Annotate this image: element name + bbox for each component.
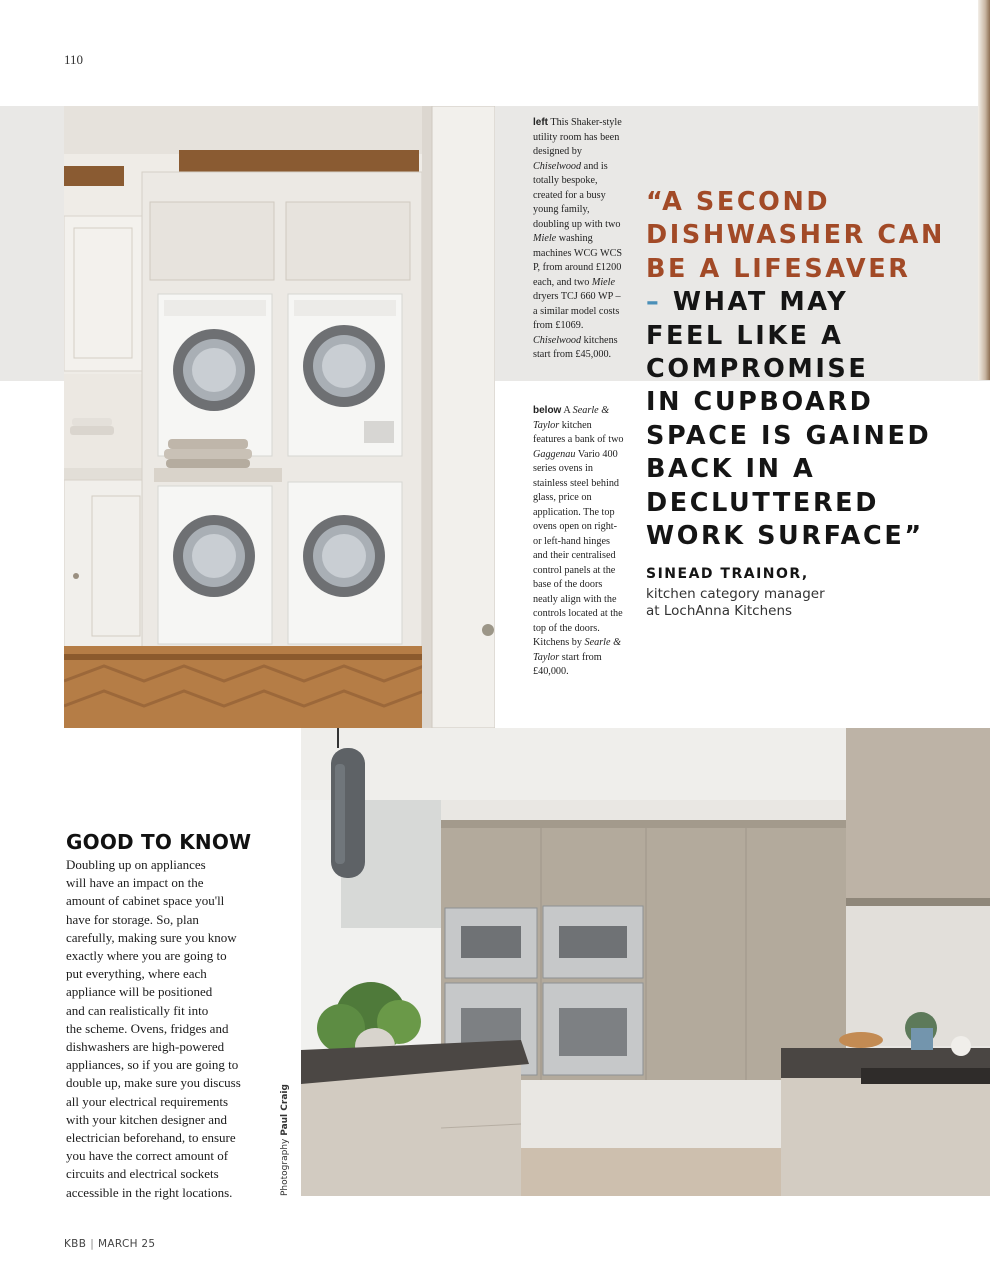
gtk-line: appliances, so if you are going to <box>66 1057 239 1073</box>
good-to-know-heading: GOOD TO KNOW <box>66 830 252 854</box>
photo-credit-label: Photography <box>280 1135 290 1196</box>
quote-line: BACK IN A <box>646 454 816 485</box>
page-edge <box>978 0 990 380</box>
gtk-line: Doubling up on appliances <box>66 857 206 872</box>
gtk-line: all your electrical requirements <box>66 1093 229 1109</box>
gtk-line: amount of cabinet space you'll <box>66 893 225 909</box>
quote-line: SPACE IS GAINED <box>646 420 932 451</box>
quote-line: DECLUTTERED <box>646 487 879 518</box>
gtk-line: you have the correct amount of <box>66 1148 229 1164</box>
quote-role-line: kitchen category manager <box>646 586 825 602</box>
gtk-line: exactly where you are going to <box>66 948 227 964</box>
gtk-line: circuits and electrical sockets <box>66 1166 219 1182</box>
quote-line: IN CUPBOARD <box>646 387 874 418</box>
quote-accent-line: BE A LIFESAVER <box>646 253 911 284</box>
caption-below <box>533 404 625 680</box>
photo-credit-name: Paul Craig <box>280 1084 290 1136</box>
caption-left-lead: left <box>533 117 548 128</box>
good-to-know-body <box>66 856 262 1202</box>
quote-attribution-role <box>646 586 876 620</box>
quote-line: WORK SURFACE” <box>646 521 924 552</box>
footer-issue: MARCH 25 <box>98 1238 156 1250</box>
page-footer <box>64 1238 155 1250</box>
utility-room-photo <box>64 106 495 728</box>
quote-line: FEEL LIKE A <box>646 320 844 351</box>
gtk-line: double up, make sure you discuss <box>66 1075 241 1091</box>
quote-accent-line: DISHWASHER CAN <box>646 220 945 251</box>
gtk-line: and can realistically fit into <box>66 1002 209 1018</box>
quote-dash: – <box>646 287 662 318</box>
quote-accent-line: “A SECOND <box>646 187 831 217</box>
gtk-line: will have an impact on the <box>66 875 204 891</box>
quote-first-plain: WHAT MAY <box>661 287 849 318</box>
page-number: 110 <box>64 52 84 67</box>
gtk-line: appliance will be positioned <box>66 984 213 1000</box>
gtk-line: accessible in the right locations. <box>66 1184 233 1200</box>
quote-line <box>646 286 946 319</box>
gtk-line: have for storage. So, plan <box>66 911 199 927</box>
quote-role-line: at LochAnna Kitchens <box>646 603 793 619</box>
quote-line: COMPROMISE <box>646 354 869 385</box>
photo-credit <box>280 1084 290 1196</box>
caption-left <box>533 116 625 363</box>
footer-separator: | <box>90 1238 95 1250</box>
gtk-line: the scheme. Ovens, fridges and <box>66 1020 229 1036</box>
quote-attribution-name: SINEAD TRAINOR, <box>646 566 809 582</box>
pull-quote <box>646 186 946 553</box>
caption-below-text: A Searle & Taylor kitchen features a bank of two Gaggenau Vario 400 series ovens in stainless steel behind glass, price on application. The top ovens open on right- or left-hand hinges and their centralised control panels at the base of the doors neatly align with the controls located at the top of the doors. Kitchens by Searle & Taylor start from £40,000. <box>533 405 624 677</box>
gtk-line: electrician beforehand, to ensure <box>66 1130 236 1146</box>
kitchen-photo <box>301 728 990 1196</box>
caption-below-lead: below <box>533 405 562 416</box>
gtk-line: carefully, making sure you know <box>66 929 237 945</box>
gtk-line: dishwashers are high-powered <box>66 1039 225 1055</box>
gtk-line: put everything, where each <box>66 966 207 982</box>
caption-left-text: This Shaker-style utility room has been designed by Chiselwood and is totally bespoke, created for a busy young family, doubling up with two Miele washing machines WCG WCS P, from around £1200 each, and two Miele dryers TCJ 660 WP – a similar model costs from £1069. Chiselwood kitchens start from £45,000. <box>533 117 623 360</box>
gtk-line: with your kitchen designer and <box>66 1111 228 1127</box>
footer-magazine: KBB <box>64 1238 87 1250</box>
